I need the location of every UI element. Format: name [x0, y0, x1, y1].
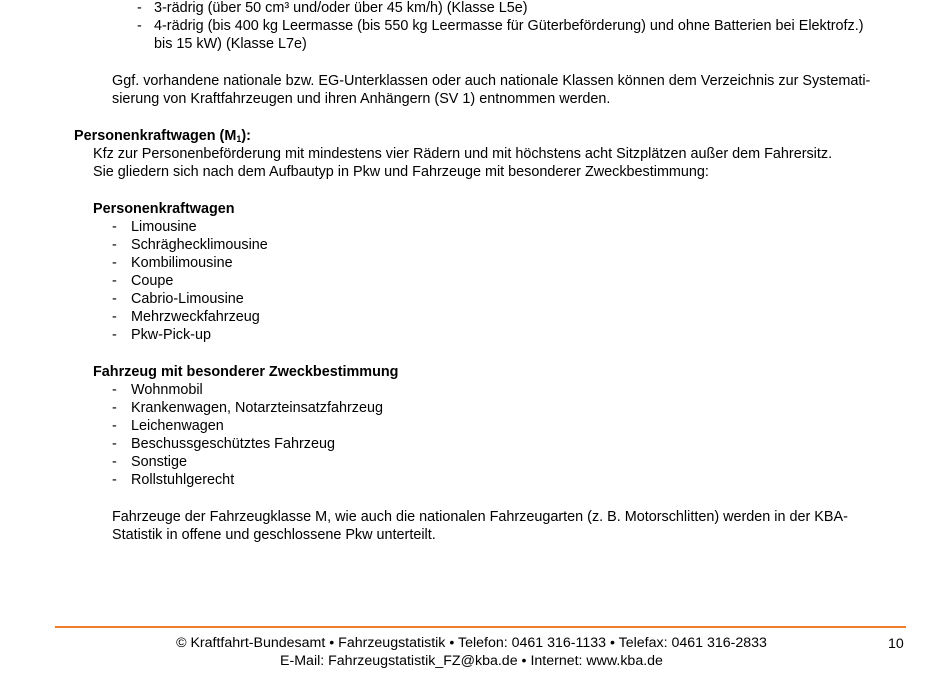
list-item: Kombilimousine	[131, 255, 233, 271]
list-dash: -	[112, 436, 117, 452]
page-number: 10	[888, 636, 904, 652]
list-dash: -	[112, 418, 117, 434]
list-item: Sonstige	[131, 454, 188, 470]
list-item: Beschussgeschütztes Fahrzeug	[131, 436, 335, 452]
list-dash: -	[112, 273, 117, 289]
closing-note-line: Statistik in offene und geschlossene Pkw unterteilt.	[112, 527, 436, 543]
list-dash: -	[112, 327, 117, 343]
pkw-heading: Personenkraftwagen	[93, 201, 235, 217]
special-heading: Fahrzeug mit besonderer Zweckbestimmung	[93, 364, 399, 380]
footer-divider	[55, 626, 906, 628]
footer-line: E-Mail: Fahrzeugstatistik_FZ@kba.de • Internet: www.kba.de	[280, 653, 663, 669]
list-dash: -	[112, 454, 117, 470]
list-item: Cabrio-Limousine	[131, 291, 244, 307]
list-dash: -	[112, 219, 117, 235]
list-item: Wohnmobil	[131, 382, 203, 398]
section-heading: Personenkraftwagen $(M_1)$:	[74, 128, 251, 144]
list-dash: -	[112, 255, 117, 271]
list-dash: -	[112, 237, 117, 253]
list-item: Limousine	[131, 219, 197, 235]
list-item-continuation: bis 15 kW) (Klasse L7e)	[154, 36, 307, 52]
list-item: Pkw-Pick-up	[131, 327, 211, 343]
list-dash: -	[137, 0, 142, 16]
subclass-note-line: Ggf. vorhandene nationale bzw. EG-Unterklassen oder auch nationale Klassen können dem Verzeichnis zur Systemati-	[112, 73, 871, 89]
list-item: 4-rädrig (bis 400 kg Leermasse (bis 550 kg Leermasse für Güterbeförderung) und ohne Batterien bei Elektrofz.)	[154, 18, 864, 34]
list-item: Krankenwagen, Notarzteinsatzfahrzeug	[131, 400, 383, 416]
list-dash: -	[112, 291, 117, 307]
list-dash: -	[112, 400, 117, 416]
list-dash: -	[112, 309, 117, 325]
list-item: Coupe	[131, 273, 174, 289]
list-item: Leichenwagen	[131, 418, 224, 434]
list-item: 3-rädrig (über 50 cm³ und/oder über 45 km/h) (Klasse L5e)	[154, 0, 528, 16]
section-intro-line: Sie gliedern sich nach dem Aufbautyp in Pkw und Fahrzeuge mit besonderer Zweckbestimmung:	[93, 164, 709, 180]
list-item: Rollstuhlgerecht	[131, 472, 235, 488]
footer-line: © Kraftfahrt-Bundesamt • Fahrzeugstatistik • Telefon: 0461 316-1133 • Telefax: 0461 316-2833	[176, 635, 767, 651]
subclass-note-line: sierung von Kraftfahrzeugen und ihren Anhängern (SV 1) entnommen werden.	[112, 91, 611, 107]
list-dash: -	[137, 18, 142, 34]
list-item: Mehrzweckfahrzeug	[131, 309, 260, 325]
closing-note-line: Fahrzeuge der Fahrzeugklasse M, wie auch die nationalen Fahrzeugarten (z. B. Motorschlitten) werden in der KBA-	[112, 509, 848, 525]
list-item: Schräghecklimousine	[131, 237, 268, 253]
section-intro-line: Kfz zur Personenbeförderung mit mindestens vier Rädern und mit höchstens acht Sitzplätzen außer dem Fahrersitz.	[93, 146, 833, 162]
list-dash: -	[112, 382, 117, 398]
list-dash: -	[112, 472, 117, 488]
